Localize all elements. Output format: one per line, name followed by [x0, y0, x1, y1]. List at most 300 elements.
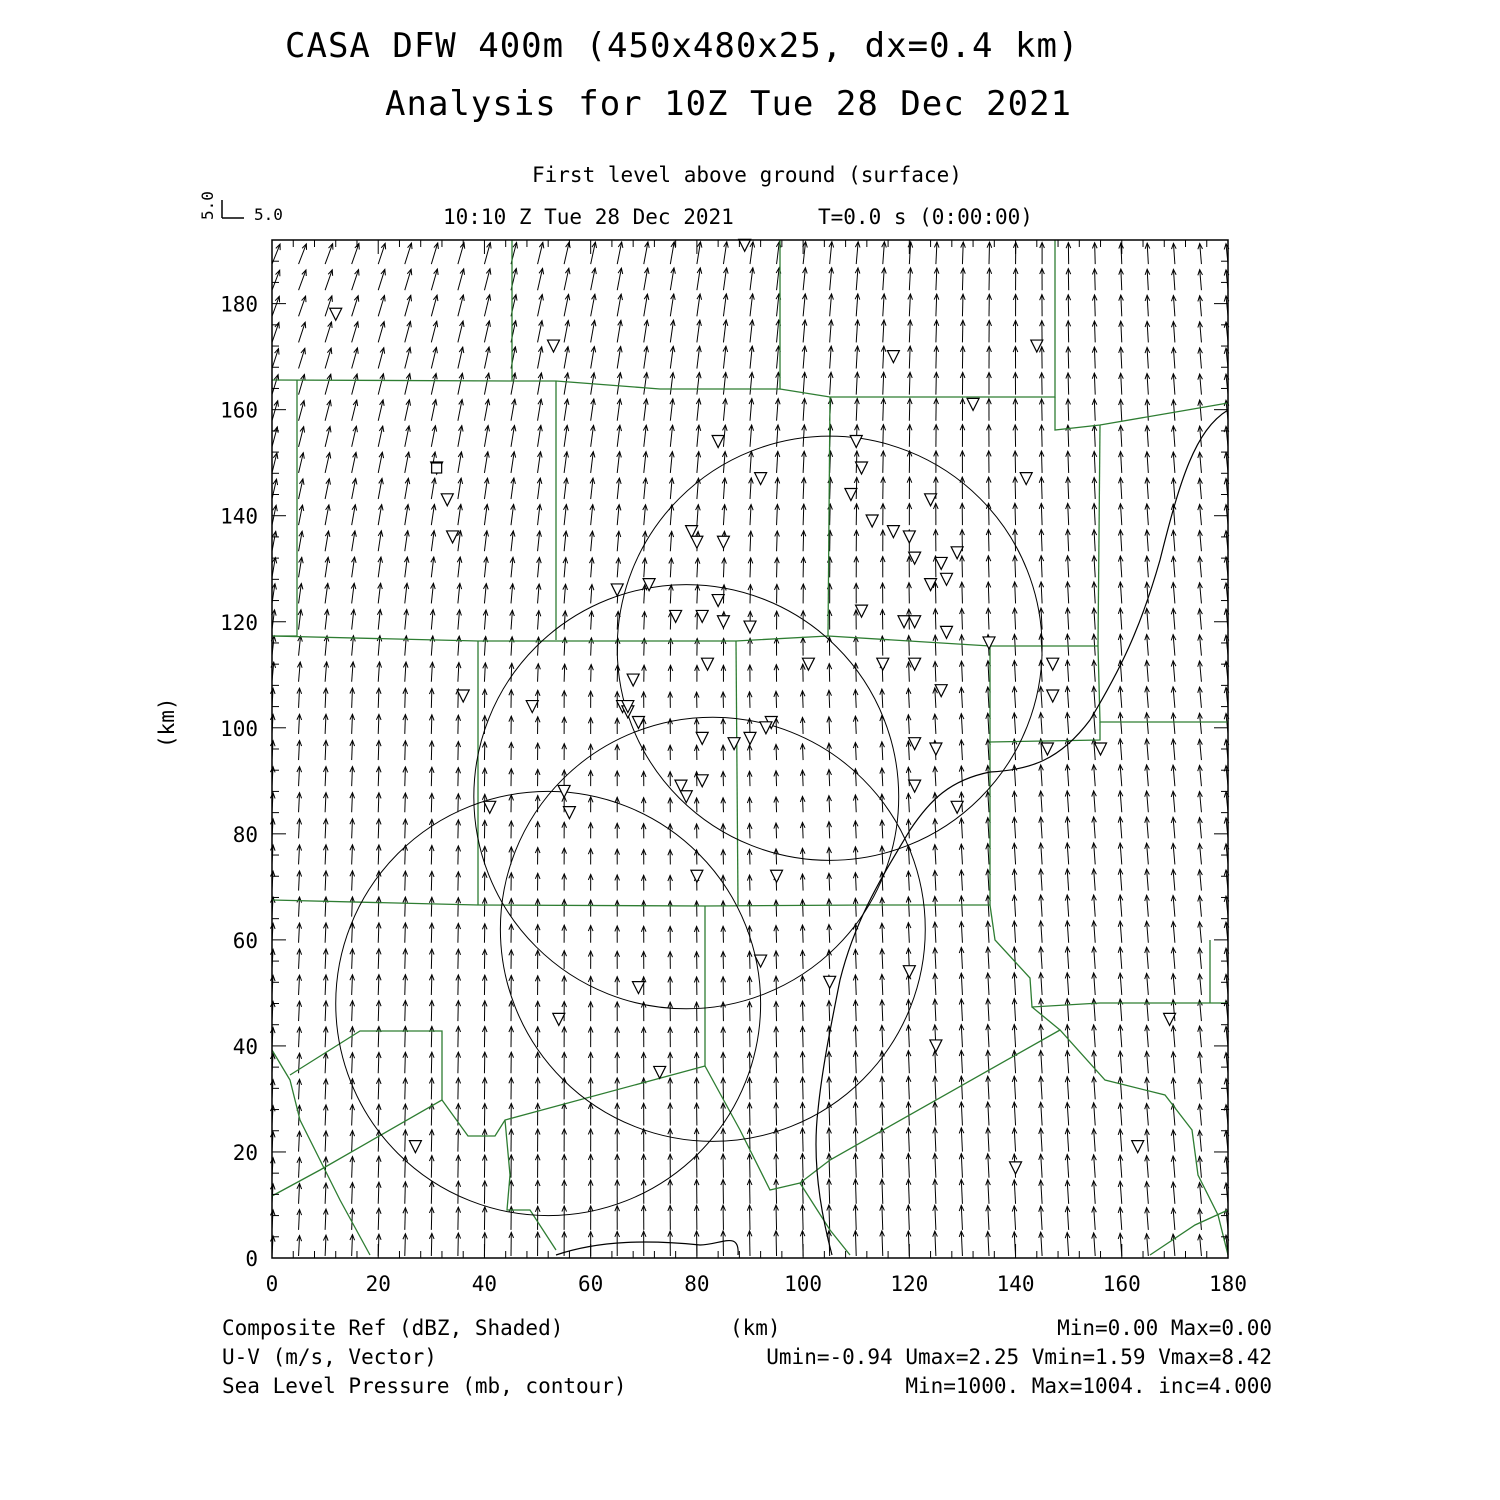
wind-vector [272, 322, 279, 342]
wind-vector [962, 582, 963, 603]
boundary-line [990, 905, 1228, 1007]
wind-vectors [270, 242, 1228, 1256]
wind-vector [1068, 556, 1069, 578]
wind-vector [1041, 582, 1042, 604]
wind-vector [352, 1131, 353, 1152]
wind-vector [405, 1130, 406, 1152]
wind-vector [1121, 347, 1122, 368]
wind-vector [352, 1105, 353, 1126]
contour-line [816, 410, 1228, 1255]
wind-vector [325, 897, 326, 917]
wind-vector [988, 1102, 989, 1125]
wind-vector [1014, 1206, 1015, 1230]
wind-vector [272, 270, 280, 290]
wind-vector [988, 661, 989, 682]
wind-vector [855, 1102, 856, 1125]
wind-vector [1068, 503, 1069, 525]
vector-key-v-label: 5.0 [198, 191, 217, 220]
wind-vector [1095, 269, 1096, 290]
wind-vector [961, 999, 962, 1021]
wind-vector [908, 1076, 909, 1099]
wind-vector [1041, 530, 1042, 552]
wind-vector [405, 1104, 406, 1125]
station-marker [1164, 1013, 1176, 1025]
wind-vector [829, 1179, 830, 1204]
wind-vector [802, 1128, 803, 1152]
station-marker [845, 489, 857, 501]
wind-vector [431, 1156, 432, 1178]
wind-vector [405, 793, 406, 812]
station-marker [925, 494, 937, 506]
wind-vector [564, 638, 565, 656]
station-marker [824, 976, 836, 988]
y-tick-label: 140 [220, 504, 258, 529]
wind-vector [378, 1208, 379, 1230]
wind-vector [935, 635, 936, 655]
boundary-line [272, 636, 1098, 646]
wind-vector [935, 1076, 936, 1099]
wind-vector [776, 823, 777, 838]
wind-vector [935, 896, 936, 916]
wind-vector [961, 1025, 962, 1047]
wind-vector [776, 691, 777, 708]
wind-vector [908, 1128, 909, 1152]
station-marker [1132, 1141, 1144, 1153]
station-marker [441, 494, 453, 506]
wind-vector [1121, 269, 1122, 290]
wind-vector [802, 976, 803, 995]
wind-vector [961, 947, 962, 968]
wind-vector [325, 767, 326, 787]
station-marker [983, 637, 995, 649]
wind-vector [776, 951, 777, 969]
wind-vector [352, 1235, 353, 1256]
station-marker [909, 616, 921, 628]
wind-vector [961, 1231, 962, 1256]
wind-vector [352, 793, 353, 813]
wind-vector [299, 1027, 300, 1047]
wind-vector [829, 769, 830, 786]
wind-vector [431, 741, 432, 760]
wind-vector [431, 689, 432, 708]
wind-vector [962, 294, 963, 316]
wind-vector [1094, 504, 1095, 526]
station-marker [702, 658, 714, 670]
wind-vector [1094, 347, 1095, 368]
wind-vector [1121, 425, 1122, 446]
wind-vector [1014, 634, 1015, 655]
wind-vector [1015, 608, 1016, 629]
wind-vector [936, 346, 937, 368]
wind-vector [1094, 321, 1095, 342]
y-tick-label: 0 [245, 1247, 258, 1271]
station-marker [755, 473, 767, 485]
wind-vector [378, 1078, 379, 1099]
wind-vector [908, 1205, 909, 1230]
wind-vector [935, 1154, 936, 1178]
wind-vector [882, 1179, 883, 1204]
wind-vector [988, 999, 989, 1021]
station-marker [632, 716, 644, 728]
wind-vector [299, 714, 300, 734]
wind-vector [325, 296, 332, 316]
wind-vector [1041, 556, 1042, 578]
wind-vector [750, 505, 751, 526]
wind-vector [802, 822, 803, 838]
wind-vector [988, 530, 989, 552]
wind-vector [1094, 451, 1095, 473]
wind-vector [855, 873, 856, 891]
wind-vector [352, 897, 353, 917]
wind-vector [776, 1103, 777, 1126]
wind-vector [776, 976, 777, 995]
wind-vector [405, 1026, 406, 1047]
wind-vector [750, 558, 751, 577]
wind-vector [1014, 1102, 1015, 1125]
wind-vector [988, 1025, 989, 1048]
wind-vector [378, 923, 379, 943]
wind-vector [299, 793, 300, 813]
wind-vector [352, 244, 359, 265]
wind-vector [325, 819, 326, 839]
wind-vector [776, 744, 777, 760]
wind-vector [405, 845, 406, 864]
wind-vector [378, 688, 379, 708]
wind-vector [909, 320, 910, 342]
station-marker [547, 340, 559, 352]
wind-vector [405, 923, 406, 943]
wind-vector [802, 717, 803, 734]
wind-vector [644, 612, 645, 630]
station-marker [771, 870, 783, 882]
wind-vector [1014, 1050, 1015, 1073]
station-marker [1031, 340, 1043, 352]
station-marker [1047, 690, 1059, 702]
station-marker [744, 732, 756, 744]
wind-vector [325, 688, 326, 708]
wind-vector [378, 871, 379, 891]
wind-vector [405, 688, 406, 708]
wind-vector [776, 718, 777, 734]
wind-vector [882, 898, 883, 917]
wind-vector [325, 1027, 326, 1047]
wind-vector [1068, 451, 1069, 473]
wind-vector [855, 1026, 856, 1047]
wind-vector [405, 1156, 406, 1178]
wind-vector [802, 1179, 803, 1204]
wind-vector [909, 662, 910, 682]
station-markers [330, 239, 1176, 1174]
wind-vector [591, 665, 592, 682]
wind-vector [802, 1001, 803, 1021]
wind-vector [961, 1102, 962, 1126]
station-marker [696, 732, 708, 744]
wind-vector [882, 1000, 883, 1021]
wind-vector [378, 819, 379, 838]
wind-vector [352, 1053, 353, 1074]
wind-vector [935, 922, 936, 943]
wind-vector [1015, 529, 1016, 551]
legend-reflectivity: Composite Ref (dBZ, Shaded) [222, 1316, 564, 1340]
x-tick-label: 160 [1102, 1272, 1141, 1296]
wind-vector [1121, 373, 1122, 394]
wind-vector [776, 1231, 777, 1256]
station-marker [1020, 473, 1032, 485]
wind-vector [776, 1001, 777, 1021]
wind-vector [325, 1131, 326, 1152]
x-tick-label: 60 [578, 1272, 604, 1296]
wind-vector [299, 949, 300, 969]
wind-vector [405, 1052, 406, 1073]
wind-vector [670, 612, 671, 630]
boundary-line [1055, 397, 1228, 430]
station-marker [447, 531, 459, 543]
wind-vector [935, 1205, 936, 1230]
wind-vector [908, 688, 909, 707]
boundary-line [1150, 1210, 1228, 1255]
wind-vector [776, 926, 777, 943]
wind-vector [378, 1156, 379, 1177]
wind-vector [405, 767, 406, 786]
station-marker [887, 351, 899, 363]
wind-vector [378, 714, 379, 734]
wind-vector [431, 975, 432, 995]
y-tick-label: 120 [220, 610, 258, 635]
wind-vector [802, 900, 803, 917]
wind-vector [803, 451, 804, 473]
station-marker [1095, 743, 1107, 755]
wind-vector [750, 531, 751, 551]
wind-vector [856, 372, 857, 394]
wind-vector [352, 688, 353, 708]
wind-vector [405, 1234, 406, 1256]
wind-vector [829, 873, 830, 890]
wind-vector [299, 1236, 300, 1256]
wind-vector [961, 1180, 962, 1204]
wind-vector [405, 975, 406, 995]
wind-vector [299, 244, 307, 264]
boundary-line [800, 1030, 1228, 1255]
wind-vector [882, 974, 883, 995]
wind-vector [325, 871, 326, 891]
x-tick-label: 140 [996, 1272, 1035, 1296]
model-time: T=0.0 s (0:00:00) [818, 205, 1033, 229]
wind-vector [909, 268, 910, 290]
wind-vector [484, 663, 485, 682]
wind-vector [405, 871, 406, 890]
x-tick-label: 20 [365, 1272, 391, 1296]
wind-vector [378, 845, 379, 865]
pressure-contours [556, 410, 1228, 1255]
boundary-line [800, 1183, 850, 1255]
wind-vector [962, 635, 963, 656]
wind-vector [855, 1051, 856, 1073]
wind-vector [325, 923, 326, 943]
wind-vector [352, 845, 353, 865]
boundary-line [1098, 646, 1228, 722]
y-tick-label: 180 [220, 292, 258, 317]
wind-vector [908, 1153, 909, 1177]
wind-vector [352, 767, 353, 787]
wind-vector [378, 767, 379, 786]
wind-vector [802, 925, 803, 943]
wind-vector [325, 714, 326, 734]
station-marker [696, 775, 708, 787]
wind-vector [936, 294, 937, 316]
wind-vector [1095, 295, 1096, 316]
station-marker [744, 621, 756, 633]
station-marker [760, 722, 772, 734]
wind-vector [961, 661, 962, 682]
station-marker [898, 616, 910, 628]
wind-vector [299, 1157, 300, 1177]
wind-vector [961, 1154, 962, 1178]
wind-vector [802, 848, 803, 864]
station-marker [941, 573, 953, 585]
wind-vector [378, 949, 379, 969]
wind-vector [882, 1051, 883, 1073]
wind-vector [777, 478, 778, 499]
wind-vector [855, 898, 856, 916]
wind-vector [431, 1233, 432, 1256]
wind-vector [352, 923, 353, 943]
wind-vector [299, 1001, 300, 1021]
wind-vector [802, 1205, 803, 1230]
wind-vector [936, 320, 937, 342]
station-marker [712, 435, 724, 447]
wind-vector [325, 1183, 326, 1204]
wind-vector [802, 1077, 803, 1099]
wind-vector [803, 531, 804, 551]
wind-vector [352, 1001, 353, 1021]
wind-vector [378, 1027, 379, 1048]
wind-vector [855, 1128, 856, 1152]
title-line2: Analysis for 10Z Tue 28 Dec 2021 [385, 84, 1073, 124]
wind-vector [855, 1000, 856, 1021]
wind-vector [855, 742, 856, 760]
wind-vector [988, 1076, 989, 1099]
wind-vector [776, 1179, 777, 1203]
wind-vector [352, 1183, 353, 1204]
wind-vector [829, 1154, 830, 1178]
wind-vector [1094, 425, 1095, 447]
wind-vector [1121, 295, 1122, 316]
wind-vector [882, 1231, 883, 1256]
wind-vector [935, 1102, 936, 1126]
level-subtitle: First level above ground (surface) [532, 163, 962, 187]
station-marker [717, 536, 729, 548]
boundary-line [736, 641, 738, 905]
wind-vector [405, 949, 406, 969]
wind-vector [776, 1154, 777, 1178]
wind-vector [431, 1104, 432, 1126]
reflectivity-range: Min=0.00 Max=0.00 [1057, 1316, 1272, 1340]
wind-vector [325, 1079, 326, 1099]
wind-vector [855, 975, 856, 995]
station-marker [691, 536, 703, 548]
x-tick-label: 100 [784, 1272, 823, 1296]
wind-vector [802, 796, 803, 812]
wind-vector [352, 714, 353, 734]
station-marker [1041, 743, 1053, 755]
x-tick-label: 120 [890, 1272, 929, 1296]
wind-vector [829, 1205, 830, 1230]
wind-vector [908, 1102, 909, 1125]
wind-vector [431, 949, 432, 969]
y-axis-label: (km) [155, 697, 179, 748]
wind-vector [1068, 399, 1069, 421]
wind-vector [352, 871, 353, 891]
wind-vector [988, 556, 989, 578]
wind-vector [564, 664, 565, 682]
valid-time: 10:10 Z Tue 28 Dec 2021 [443, 205, 734, 229]
wind-vector [352, 949, 353, 969]
wind-vector [299, 871, 300, 891]
wind-vector [352, 1209, 353, 1230]
wind-vector [829, 1077, 830, 1099]
wind-vector [776, 771, 777, 786]
wind-vector [988, 1180, 989, 1204]
wind-vector [855, 795, 856, 812]
wind-vector [325, 949, 326, 969]
wind-vector [909, 346, 910, 368]
wind-vector [988, 582, 989, 603]
wind-vector [829, 1051, 830, 1073]
wind-vector [431, 1052, 432, 1073]
wind-vector [802, 950, 803, 968]
wind-vector [1068, 530, 1069, 552]
wind-vector [802, 770, 803, 786]
station-marker [856, 462, 868, 474]
station-marker [1047, 658, 1059, 670]
wind-vector [962, 556, 963, 577]
wind-vector [803, 504, 804, 525]
wind-vector [697, 612, 698, 630]
wind-vector [299, 740, 300, 760]
station-marker [728, 738, 740, 750]
wind-vector [1121, 321, 1122, 342]
wind-vector [829, 796, 830, 813]
wind-vector [299, 1131, 300, 1151]
wind-vector [909, 372, 910, 394]
wind-vector [961, 1128, 962, 1152]
y-tick-label: 20 [232, 1140, 258, 1165]
wind-vector [855, 1154, 856, 1178]
wind-vector [325, 975, 326, 995]
wind-vector [882, 1077, 883, 1100]
wind-vector [802, 1026, 803, 1047]
wind-vector [378, 741, 379, 761]
wind-vector [829, 690, 830, 708]
wind-vector [855, 690, 856, 708]
wind-vector [802, 1154, 803, 1178]
wind-vector [272, 296, 279, 316]
wind-vector [405, 897, 406, 917]
wind-vector [378, 243, 385, 264]
wind-vector [882, 689, 883, 708]
wind-vector [1014, 1128, 1015, 1152]
wind-vector [405, 715, 406, 734]
wind-vector [431, 715, 432, 734]
wind-vector [378, 1182, 379, 1204]
wind-vector [325, 793, 326, 813]
wind-vector [1067, 582, 1068, 604]
wind-vector [378, 793, 379, 812]
wind-vector [988, 1154, 989, 1178]
wind-vector [961, 922, 962, 943]
wind-vector [855, 1231, 856, 1256]
wind-vector [325, 740, 326, 760]
